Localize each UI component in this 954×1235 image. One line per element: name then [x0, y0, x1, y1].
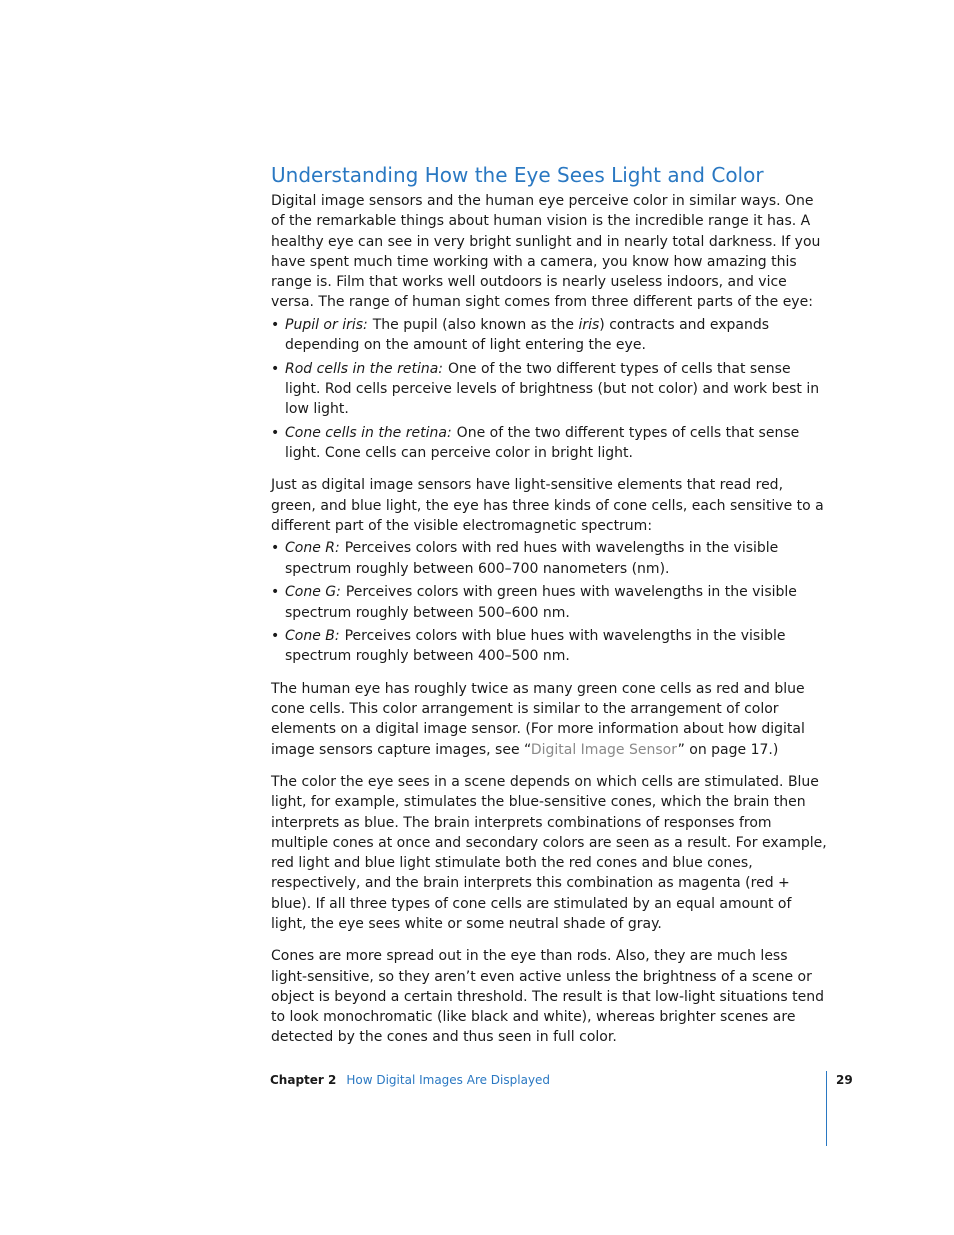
- list-item: [271, 359, 827, 420]
- chapter-title: How Digital Images Are Displayed: [346, 1073, 551, 1087]
- digital-image-sensor-link[interactable]: Digital Image Sensor: [530, 741, 678, 758]
- intro-paragraph: Digital image sensors and the human eye perceive color in similar ways. One of the remarkable things about human vision is the incredible range it has. A healthy eye can see in very bright sunlight and in nearly total darkness. If you have spent much time working with a camera, you know how amazing this range is. Film that works well outdoors is nearly useless indoors, and vice versa. The range of human sight comes from three different parts of the eye:: [271, 193, 821, 311]
- cone-intro-paragraph: Just as digital image sensors have light-sensitive elements that read red, green, and blue light, the eye has three kinds of cone cells, each sensitive to a different part of the visible electromagnetic spectrum:: [271, 477, 824, 535]
- term-label: Cone R:: [285, 540, 340, 557]
- term-label: Cone cells in the retina:: [285, 424, 452, 441]
- arrangement-paragraph: [271, 679, 827, 760]
- bullet-icon: •: [271, 360, 280, 377]
- bullet-icon: •: [271, 316, 280, 333]
- chapter-label: Chapter 2: [270, 1073, 337, 1087]
- paragraph-text: ” on page 17.): [677, 741, 779, 758]
- bullet-icon: •: [271, 628, 280, 645]
- list-item: [271, 423, 827, 464]
- page-content: [271, 160, 827, 1048]
- item-text: Perceives colors with red hues with wavelengths in the visible spectrum roughly between 600–700 nanometers (nm).: [285, 540, 779, 577]
- item-text: Perceives colors with green hues with wavelengths in the visible spectrum roughly between 500–600 nm.: [285, 584, 797, 621]
- eye-parts-list: [271, 315, 827, 464]
- item-text: One of the two different types of cells that sense light. Cone cells can perceive color in bright light.: [285, 424, 800, 462]
- item-text: ) contracts and expands depending on the amount of light entering the eye.: [285, 316, 770, 354]
- page-footer: [270, 1072, 550, 1088]
- list-item: [271, 582, 827, 623]
- term-label: Pupil or iris:: [285, 316, 368, 333]
- item-text: Perceives colors with blue hues with wavelengths in the visible spectrum roughly between 400–500 nm.: [285, 628, 786, 665]
- page-number: 29: [836, 1073, 853, 1087]
- stimulation-paragraph: The color the eye sees in a scene depends on which cells are stimulated. Blue light, for example, stimulates the blue-sensitive cones, which the brain then interprets as blue. The brain interprets combinations of responses from multiple cones at once and secondary colors are seen as a result. For example, red light and blue light stimulate both the red cones and blue cones, respectively, and the brain interprets this combination as magenta (red + blue). If all three types of cone cells are stimulated by an equal amount of light, the eye sees white or some neutral shade of gray.: [271, 773, 827, 932]
- list-item: [271, 626, 827, 667]
- bullet-icon: •: [271, 584, 280, 601]
- paragraph-text: The human eye has roughly twice as many green cone cells as red and blue cone cells. This color arrangement is similar to the arrangement of color elements on a digital image sensor. (For more information about how digital image sensors capture images, see “: [271, 680, 805, 758]
- section-heading: Understanding How the Eye Sees Light and Color: [271, 163, 764, 187]
- footer-divider: [826, 1071, 827, 1146]
- term-label: Cone B:: [285, 628, 340, 645]
- cone-list: [271, 538, 827, 666]
- item-text: The pupil (also known as the: [372, 316, 579, 333]
- term-label: Cone G:: [285, 584, 341, 601]
- item-emphasis: iris: [578, 316, 600, 333]
- list-item: [271, 315, 827, 356]
- cones-rods-paragraph: Cones are more spread out in the eye than rods. Also, they are much less light-sensitive, so they aren’t even active unless the brightness of a scene or object is beyond a certain threshold. The result is that low-light situations tend to look monochromatic (like black and white), whereas brighter scenes are detected by the cones and thus seen in full color.: [271, 948, 825, 1046]
- item-text: One of the two different types of cells that sense light. Rod cells perceive levels of brightness (but not color) and work best in low light.: [285, 360, 820, 418]
- bullet-icon: •: [271, 540, 280, 557]
- list-item: [271, 538, 827, 579]
- term-label: Rod cells in the retina:: [285, 360, 444, 377]
- bullet-icon: •: [271, 424, 280, 441]
